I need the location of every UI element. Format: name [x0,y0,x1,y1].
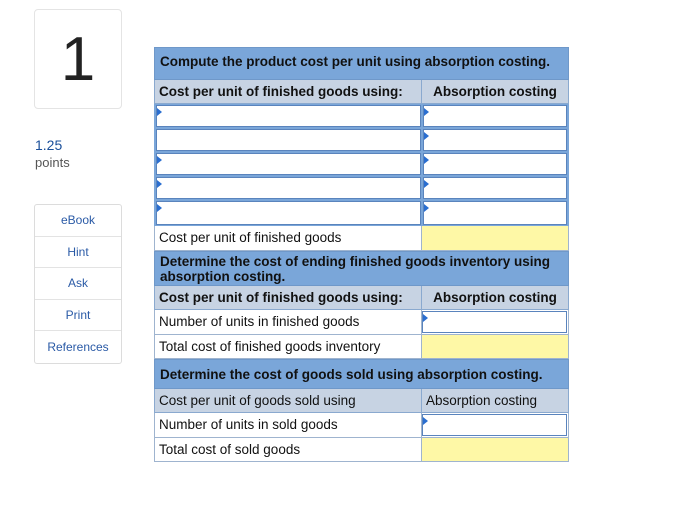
section1-total-value [422,226,568,250]
section1-input-row [154,128,569,152]
section1-col1-header: Cost per unit of finished goods using: [155,80,422,103]
section1-total-row [154,226,569,251]
section1-col2-header: Absorption costing [433,84,557,99]
section3-units-label: Number of units in sold goods [155,413,422,437]
section2-total-label: Total cost of finished goods inventory [155,335,422,359]
section3-header-row [154,389,569,413]
dropdown-marker-icon [424,180,429,188]
dropdown-marker-icon [423,417,428,425]
finished-goods-total-value [422,335,568,359]
section3-total-row [154,438,569,463]
section1-title: Compute the product cost per unit using absorption costing. [154,47,569,80]
section3-col1-header: Cost per unit of goods sold using [155,389,422,412]
section3-units-row [154,413,569,438]
section1-total-label: Cost per unit of finished goods [155,226,422,250]
dropdown-marker-icon [424,156,429,164]
dropdown-marker-icon [157,204,162,212]
section2-col1-header: Cost per unit of finished goods using: [155,286,422,309]
cost-item-label-input[interactable] [156,177,421,199]
cost-item-amount-input[interactable] [423,201,567,225]
section2-col2-header: Absorption costing [433,290,557,305]
section1-input-row [154,176,569,200]
dropdown-marker-icon [424,132,429,140]
section3-col2-header: Absorption costing [426,393,538,408]
section3-title: Determine the cost of goods sold using absorption costing. [154,359,569,389]
points-label: points [35,155,70,170]
cost-item-label-input[interactable] [156,153,421,175]
resource-buttons [34,204,122,364]
print-button[interactable]: Print [35,300,121,332]
sold-goods-total-value [422,438,568,462]
section2-title: Determine the cost of ending finished goods inventory using absorption costing. [154,251,569,286]
cost-item-label-input[interactable] [156,129,421,151]
section2-header-row [154,286,569,310]
dropdown-marker-icon [157,108,162,116]
dropdown-marker-icon [157,156,162,164]
cost-item-amount-input[interactable] [423,177,567,199]
finished-goods-units-input[interactable] [422,311,567,333]
section2-total-row [154,335,569,360]
section1-input-row [154,152,569,176]
dropdown-marker-icon [424,108,429,116]
cost-item-label-input[interactable] [156,201,421,225]
section1-input-row [154,200,569,226]
dropdown-marker-icon [423,314,428,322]
cost-item-amount-input[interactable] [423,153,567,175]
section1-input-row [154,104,569,128]
section2-units-row [154,310,569,335]
cost-item-label-input[interactable] [156,105,421,127]
ask-button[interactable]: Ask [35,268,121,300]
question-number: 1 [34,9,122,109]
ebook-button[interactable]: eBook [35,205,121,237]
worksheet [154,47,569,462]
dropdown-marker-icon [157,180,162,188]
sold-goods-units-input[interactable] [422,414,567,436]
points-value: 1.25 [35,137,63,153]
references-button[interactable]: References [47,340,109,355]
section3-total-label: Total cost of sold goods [155,438,422,462]
section1-header-row [154,80,569,104]
cost-item-amount-input[interactable] [423,105,567,127]
hint-button[interactable]: Hint [35,237,121,269]
section2-units-label: Number of units in finished goods [155,310,422,334]
dropdown-marker-icon [424,204,429,212]
cost-item-amount-input[interactable] [423,129,567,151]
